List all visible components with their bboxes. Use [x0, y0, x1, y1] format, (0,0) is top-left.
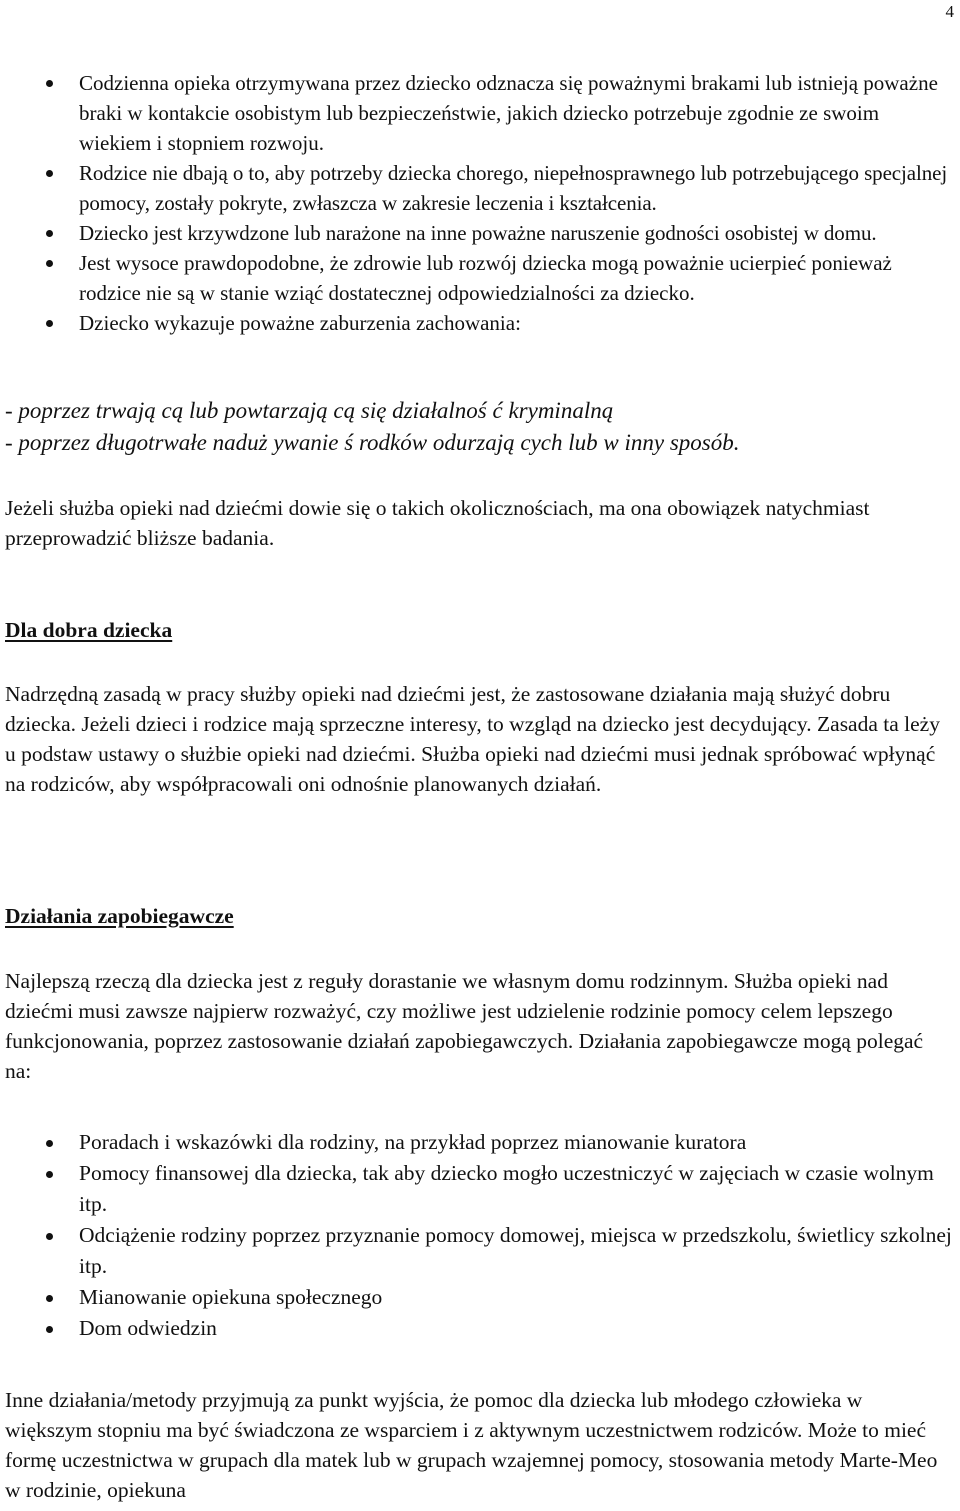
list-item: [5, 218, 953, 248]
other-methods-paragraph: Inne działania/metody przyjmują za punkt wyjścia, że pomoc dla dziecka lub młodego człowieka w większym stopniu ma być świadczona ze wsparciem i z aktywnym uczestnictwem rodziców. Może to mieć formę uczestnictwa w grupach dla matek lub w grupach wzajemnej pomocy, stosowania metody Marte-Meo w rodzinie, opiekuna: [5, 1388, 938, 1502]
section-heading-child-welfare: Dla dobra dziecka: [5, 618, 173, 642]
bullet-icon: [46, 1233, 53, 1240]
list-item-text: Poradach i wskazówki dla rodziny, na przykład poprzez mianowanie kuratora: [79, 1130, 747, 1154]
list-item-text: Dziecko wykazuje poważne zaburzenia zachowania:: [79, 311, 521, 335]
behavior-detail-line: - poprzez długotrwałe naduż ywanie ś rodków odurzają cych lub w inny sposób.: [5, 430, 740, 455]
list-item: [5, 248, 953, 308]
list-item-text: Jest wysoce prawdopodobne, że zdrowie lub rozwój dziecka mogą poważnie ucierpieć ponieważ rodzice nie są w stanie wziąć dostatecznej odpowiedzialności za dziecko.: [79, 251, 892, 305]
list-item-text: Pomocy finansowej dla dziecka, tak aby dziecko mogło uczestniczyć w zajęciach w czasie wolnym itp.: [79, 1161, 934, 1216]
bullet-icon: [46, 1140, 53, 1147]
list-item: [5, 308, 953, 338]
bullet-icon: [46, 80, 53, 87]
list-item-text: Dom odwiedzin: [79, 1316, 217, 1340]
list-item: [5, 1282, 953, 1313]
page-number: 4: [945, 2, 954, 21]
list-item-text: Dziecko jest krzywdzone lub narażone na inne poważne naruszenie godności osobistej w domu.: [79, 221, 877, 245]
list-item-text: Mianowanie opiekuna społecznego: [79, 1285, 383, 1309]
bullet-icon: [46, 230, 53, 237]
list-item: [5, 158, 953, 218]
bullet-icon: [46, 320, 53, 327]
list-item: [5, 1158, 953, 1220]
list-item: [5, 1220, 953, 1282]
bullet-icon: [46, 1171, 53, 1178]
preventive-measures-list: [5, 1127, 953, 1344]
bullet-icon: [46, 1295, 53, 1302]
investigation-paragraph: Jeżeli służba opieki nad dziećmi dowie się o takich okolicznościach, ma ona obowiązek natychmiast przeprowadzić bliższe badania.: [5, 496, 870, 550]
principle-paragraph: Nadrzędną zasadą w pracy służby opieki nad dziećmi jest, że zastosowane działania mają służyć dobru dziecka. Jeżeli dzieci i rodzice mają sprzeczne interesy, to wzgląd na dziecko jest decydujący. Zasada ta leży u podstaw ustawy o służbie opieki nad dziećmi. Służba opieki nad dziećmi musi jednak spróbować wpłynąć na rodziców, aby współpracowali oni odnośnie planowanych działań.: [5, 682, 940, 796]
list-item-text: Codzienna opieka otrzymywana przez dziecko odznacza się poważnymi brakami lub istnieją poważne braki w kontakcie osobistym lub bezpieczeństwie, jakich dziecko potrzebuje zgodnie ze swoim wiekiem i stopniem rozwoju.: [79, 71, 938, 155]
list-item-text: Odciążenie rodziny poprzez przyznanie pomocy domowej, miejsca w przedszkolu, świetlicy szkolnej itp.: [79, 1223, 952, 1278]
bullet-icon: [46, 1326, 53, 1333]
list-item-text: Rodzice nie dbają o to, aby potrzeby dziecka chorego, niepełnosprawnego lub potrzebującego specjalnej pomocy, zostały pokryte, zwłaszcza w zakresie leczenia i kształcenia.: [79, 161, 948, 215]
bullet-icon: [46, 170, 53, 177]
list-item: [5, 68, 953, 158]
preventive-paragraph: Najlepszą rzeczą dla dziecka jest z reguły dorastanie we własnym domu rodzinnym. Służba opieki nad dziećmi musi zawsze najpierw rozważyć, czy możliwe jest udzielenie rodzinie pomocy celem lepszego funkcjonowania, poprzez zastosowanie działań zapobiegawczych. Działania zapobiegawcze mogą polegać na:: [5, 969, 924, 1083]
bullet-icon: [46, 260, 53, 267]
conditions-list: [5, 68, 953, 338]
behavior-detail-line: - poprzez trwają cą lub powtarzają cą się działalnoś ć kryminalną: [5, 398, 614, 423]
list-item: [5, 1313, 953, 1344]
section-heading-preventive-actions: Działania zapobiegawcze: [5, 904, 234, 928]
list-item: [5, 1127, 953, 1158]
